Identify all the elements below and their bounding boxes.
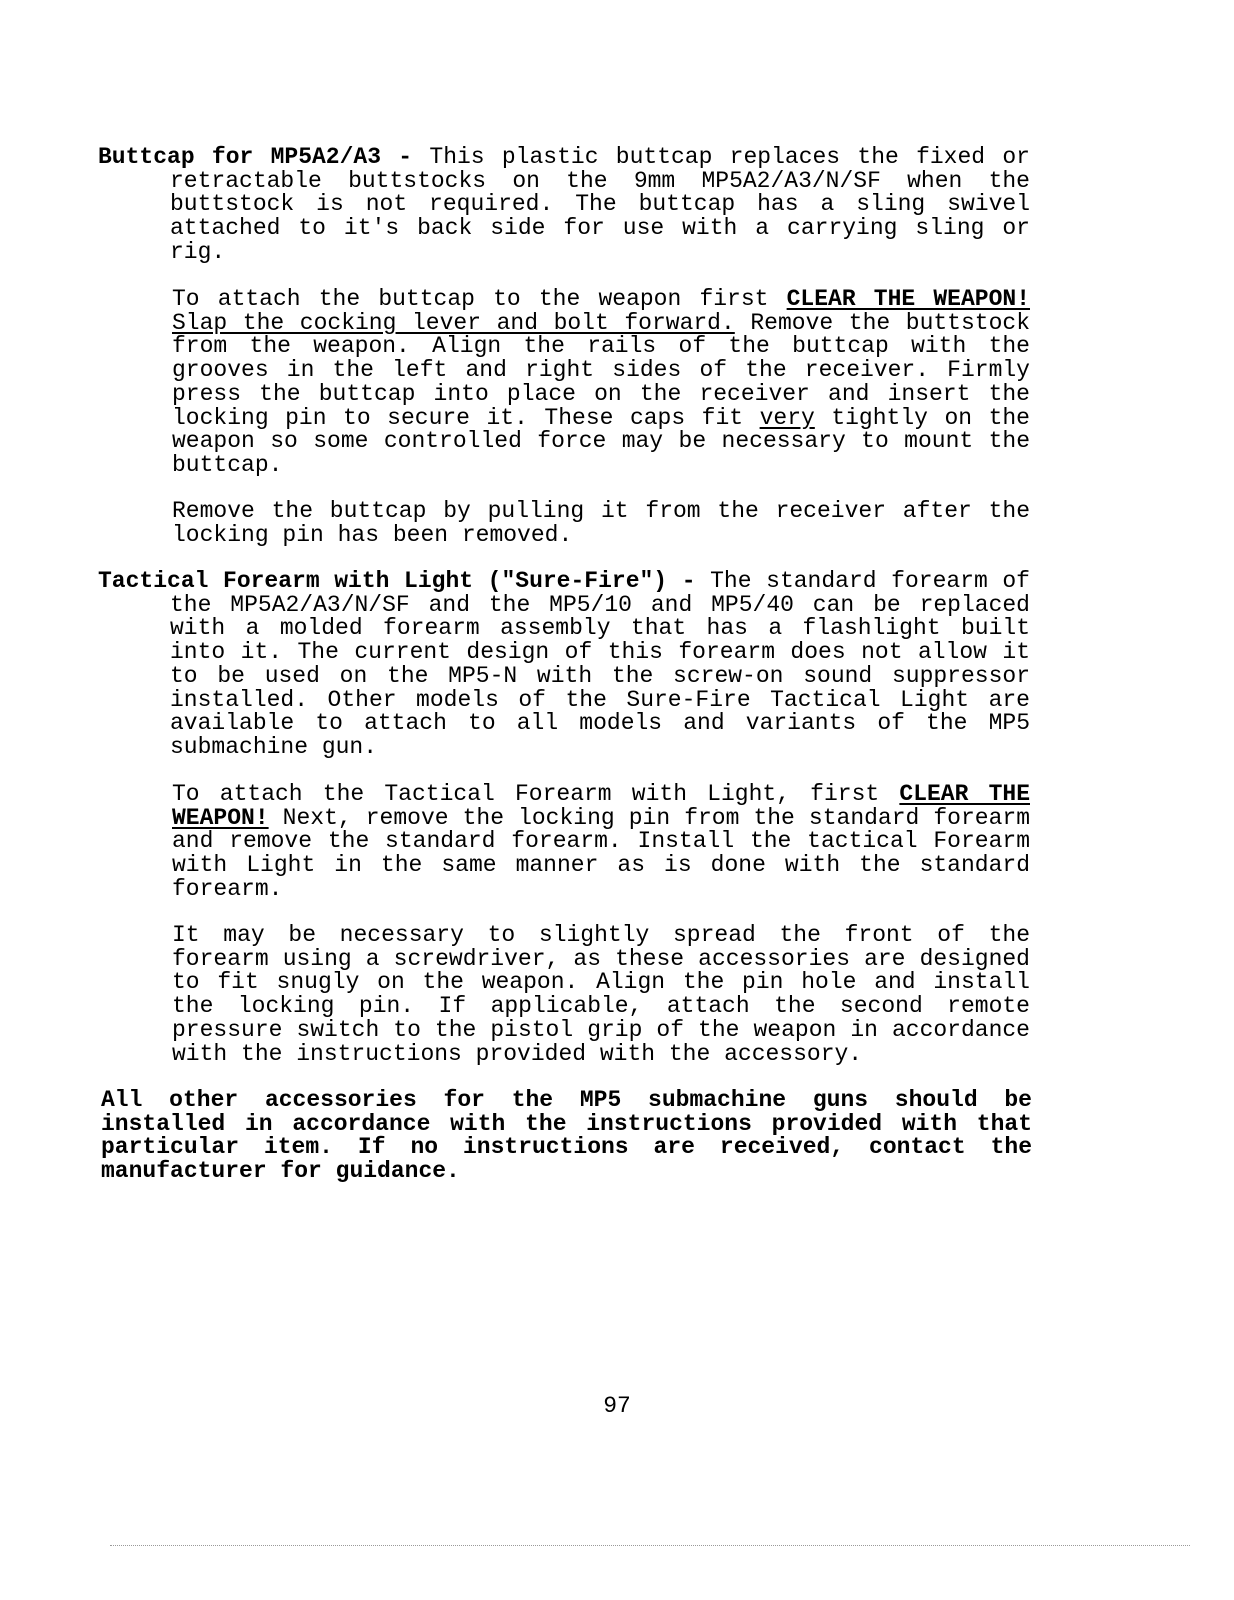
buttcap-attach-tail: tightly on the weapon so some controlled force may be necessary to mount the buttcap.: [172, 404, 1030, 478]
buttcap-attach-lead: To attach the buttcap to the weapon first: [172, 286, 787, 312]
buttcap-attach-paragraph: [172, 288, 1030, 478]
forearm-spread-paragraph: It may be necessary to slightly spread the front of the forearm using a screwdriver, as these accessories are designed to fit snugly on the weapon. Align the pin hole and install the locking pin. If applicable, attach the second remote pressure switch to the pistol grip of the weapon in accordance with the instructions provided with the accessory.: [172, 922, 1030, 1067]
buttcap-heading: Buttcap for MP5A2/A3: [98, 144, 382, 170]
forearm-attach-paragraph: [172, 783, 1030, 902]
forearm-attach-lead: To attach the Tactical Forearm with Light, first: [172, 781, 900, 807]
clear-the-weapon-warning-2: CLEAR THE WEAPON!: [172, 781, 1030, 831]
page-number: 97: [603, 1393, 631, 1419]
buttcap-section-intro: [98, 146, 1030, 265]
scan-edge-line: [110, 1545, 1190, 1548]
buttcap-remove-paragraph: Remove the buttcap by pulling it from the receiver after the locking pin has been removed.: [172, 498, 1030, 548]
forearm-intro-text: The standard forearm of the MP5A2/A3/N/SF and the MP5/10 and MP5/40 can be replaced with a molded forearm assembly that has a flashlight built into it. The current design of this forearm does not allow it to be used on the MP5-N with the screw-on sound suppressor installed. Other models of the Sure-Fire Tactical Light are available to attach to all models and variants of the MP5 submachine gun.: [170, 568, 1030, 760]
buttcap-intro-text: This plastic buttcap replaces the fixed or retractable buttstocks on the 9mm MP5A2/A3/N/SF when the buttstock is not required. The buttcap has a sling swivel attached to it's back side for use with a carrying sling or rig.: [170, 144, 1030, 265]
closing-note: All other accessories for the MP5 submachine guns should be installed in accordance with the instructions provided with that particular item. If no instructions are received, contact the manufacturer for guidance.: [101, 1087, 1032, 1185]
forearm-attach-tail: Next, remove the locking pin from the standard forearm and remove the standard forearm. Install the tactical Forearm with Light in the same manner as is done with the standard forearm.: [172, 804, 1030, 902]
very-emphasis: very: [759, 404, 815, 431]
forearm-heading: Tactical Forearm with Light ("Sure-Fire"): [98, 568, 668, 594]
forearm-heading-separator: -: [667, 568, 711, 594]
forearm-section-intro: [98, 570, 1030, 760]
buttcap-attach-middle: Remove the buttstock from the weapon. Align the rails of the buttcap with the grooves in the left and right sides of the receiver. Firmly press the buttcap into place on the receiver and insert the locking pin to secure it. These caps fit: [172, 309, 1030, 431]
slap-cocking-lever-instruction: Slap the cocking lever and bolt forward.: [172, 309, 735, 336]
clear-the-weapon-warning: CLEAR THE WEAPON!: [786, 286, 1030, 312]
buttcap-heading-separator: -: [381, 144, 430, 170]
